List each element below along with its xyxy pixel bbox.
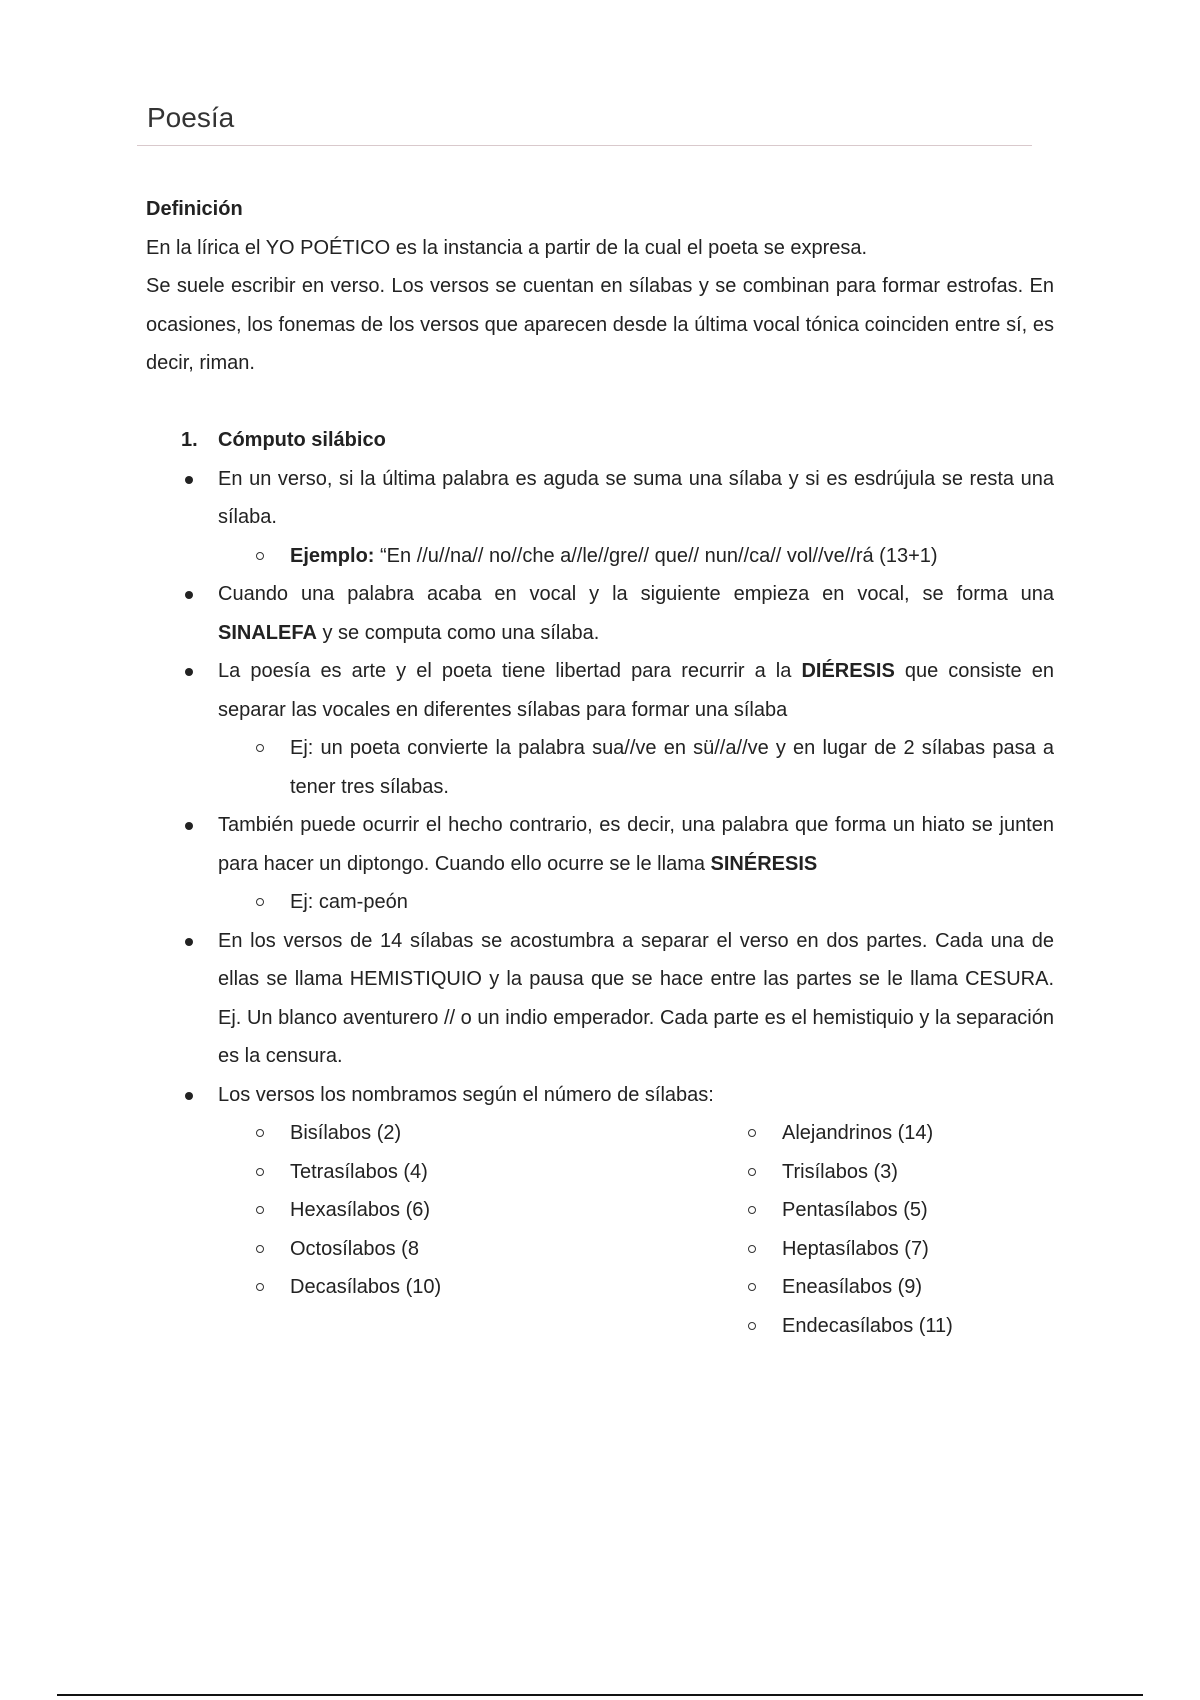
term-dieresis: DIÉRESIS [801,660,895,682]
list-number: 1. [181,429,198,451]
list-item-sineresis [146,806,1054,883]
document-body [146,190,1054,1345]
verse-type-label: Decasílabos (10) [290,1276,442,1298]
verse-type-label: Eneasílabos (9) [782,1276,923,1298]
term-sinalefa: SINALEFA [218,621,317,644]
title-divider [137,145,1032,146]
sub-item-example [146,729,1054,806]
example-text: Ej: cam-peón [290,891,408,913]
verse-type-label: Tetrasílabos (4) [290,1160,428,1183]
verse-type-label: Pentasílabos (5) [782,1199,928,1221]
definition-paragraph: Se suele escribir en verso. Los versos se cuentan en sílabas y se combinan para formar estrofas. En ocasiones, los fonemas de los versos que aparecen desde la última vocal tónica coinciden entre sí, es decir, riman. [146,275,1054,374]
list-item-text: En un verso, si la última palabra es aguda se suma una sílaba y si es esdrújula se resta una sílaba. [218,467,1054,528]
list-item-text: También puede ocurrir el hecho contrario, es decir, una palabra que forma un hiato se junten para hacer un diptongo. Cuando ello ocurre se le llama [218,814,1054,875]
hollow-bullet-icon [748,1283,756,1291]
verse-type-label: Hexasílabos (6) [290,1199,431,1221]
verse-type-item [782,1268,922,1307]
bullet-icon [185,476,193,484]
list-item-text: Cuando una palabra acaba en vocal y la siguiente empieza en vocal, se forma una [218,583,1054,605]
term-sineresis: SINÉRESIS [710,852,818,875]
list-item-hemistiquio [146,922,1054,1076]
verse-type-item [290,1191,430,1230]
example-text: Ej: un poeta convierte la palabra sua//ve en sü//a//ve y en lugar de 2 sílabas pasa a tener tres sílabas. [290,737,1054,798]
sub-item-example [146,537,1054,576]
list-item-aguda-esdrujula [146,460,1054,537]
verse-type-label: Heptasílabos (7) [782,1237,929,1260]
verse-type-item [782,1114,933,1153]
hollow-bullet-icon [748,1245,756,1253]
verse-type-item [782,1307,953,1346]
verse-type-item [782,1153,898,1192]
bullet-icon [185,591,193,599]
section-heading-computo [146,421,1054,460]
verse-type-label: Bisílabos (2) [290,1122,402,1144]
hollow-bullet-icon [256,1283,264,1291]
hollow-bullet-icon [256,1129,264,1137]
list-item-verse-names [146,1076,1054,1115]
definition-heading: Definición [146,198,243,220]
list-item-text: La poesía es arte y el poeta tiene libertad para recurrir a la [218,660,802,682]
example-label: Ejemplo: [290,544,375,567]
verse-row [146,1153,1054,1192]
verse-type-item [290,1268,441,1307]
verse-row [146,1268,1054,1307]
hollow-bullet-icon [256,898,264,906]
hollow-bullet-icon [748,1129,756,1137]
hollow-bullet-icon [748,1322,756,1330]
verse-type-label: Trisílabos (3) [782,1160,898,1183]
verse-type-label: Octosílabos (8 [290,1237,419,1260]
hollow-bullet-icon [748,1206,756,1214]
verse-types-list [146,1114,1054,1345]
verse-row [146,1191,1054,1230]
sub-item-example [146,883,1054,922]
bullet-icon [185,822,193,830]
list-item-text: En los versos de 14 sílabas se acostumbra a separar el verso en dos partes. Cada una de ellas se llama HEMISTIQUIO y la pausa que se hace entre las partes se le llama CESURA. Ej. Un blanco aventurero // o un indio emperador. Cada parte es el hemistiquio y la separación es la censura. [218,929,1054,1067]
hollow-bullet-icon [256,1245,264,1253]
list-item-dieresis [146,652,1054,729]
verse-row [146,1230,1054,1269]
page-title: Poesía [147,102,235,133]
verse-type-item [782,1191,928,1230]
list-item-text: que consiste en separar las vocales en diferentes sílabas para formar una sílaba [218,660,1054,721]
bullet-icon [185,668,193,676]
bullet-icon [185,938,193,946]
hollow-bullet-icon [256,744,264,752]
verse-type-label: Alejandrinos (14) [782,1122,934,1144]
spacer [146,383,1054,422]
definition-line: En la lírica el YO POÉTICO es la instancia a partir de la cual el poeta se expresa. [146,236,868,259]
hollow-bullet-icon [256,1168,264,1176]
bullet-icon [185,1092,193,1100]
hollow-bullet-icon [748,1168,756,1176]
verse-type-item [782,1230,929,1269]
hollow-bullet-icon [256,552,264,560]
verse-row [146,1114,1054,1153]
list-item-sinalefa [146,575,1054,652]
example-text: “En //u//na// no//che a//le//gre// que// nun//ca// vol//ve//rá (13+1) [374,544,938,567]
verse-type-item [290,1230,419,1269]
hollow-bullet-icon [256,1206,264,1214]
verse-row [146,1307,1054,1346]
section-title: Cómputo silábico [218,429,386,451]
page-bottom-rule [57,1694,1143,1696]
list-item-text: Los versos los nombramos según el número de sílabas: [218,1083,714,1106]
verse-type-item [290,1153,428,1192]
verse-type-label: Endecasílabos (11) [782,1314,953,1337]
verse-type-item [290,1114,401,1153]
list-item-text: y se computa como una sílaba. [316,621,600,644]
